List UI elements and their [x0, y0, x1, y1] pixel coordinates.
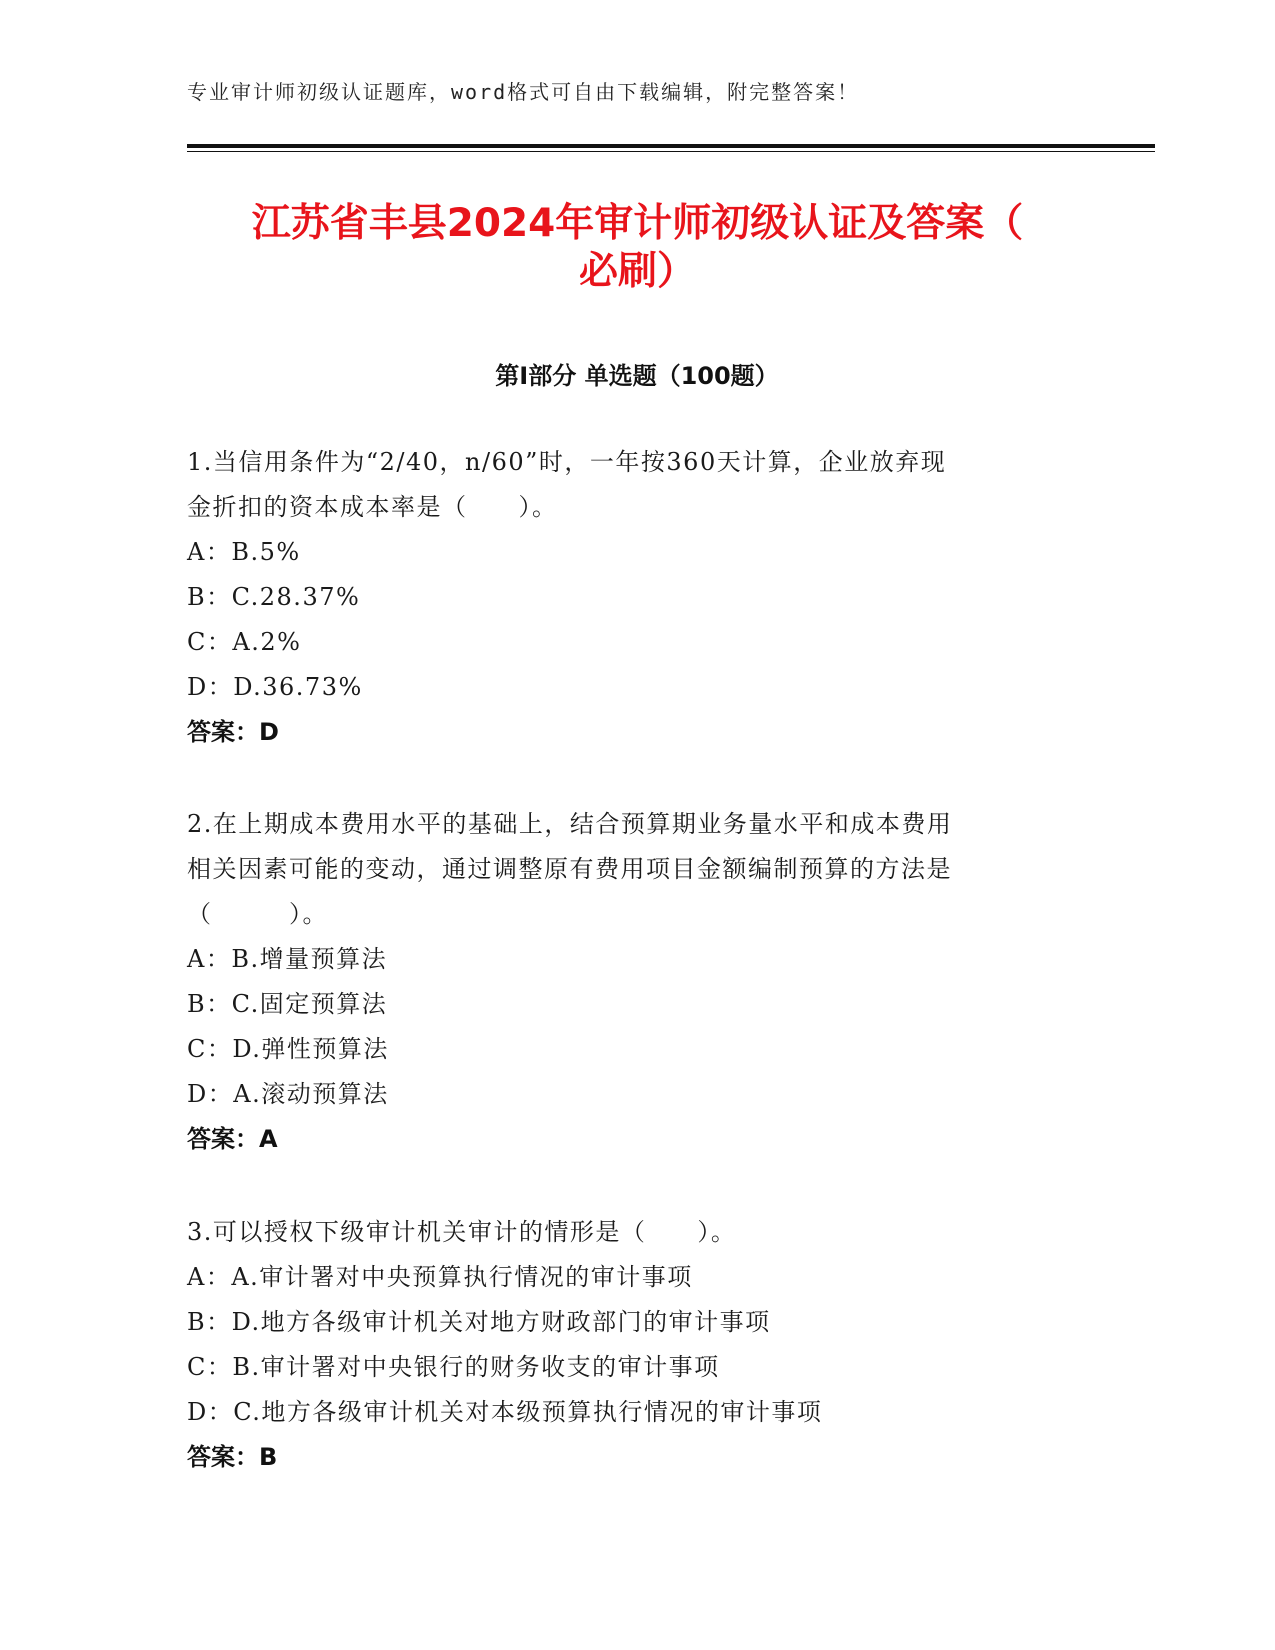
option-d: D：D.36.73%	[187, 673, 363, 701]
answer-label: 答案：B	[187, 1443, 278, 1471]
page-header-text: 专业审计师初级认证题库，word格式可自由下载编辑，附完整答案！	[187, 80, 860, 104]
option-c: C：B.审计署对中央银行的财务收支的审计事项	[187, 1353, 720, 1381]
question-2	[187, 802, 1067, 1162]
option-a: A：B.增量预算法	[187, 945, 388, 973]
option-d: D：C.地方各级审计机关对本级预算执行情况的审计事项	[187, 1398, 823, 1426]
question-3	[187, 1210, 1067, 1480]
question-stem-line: 2.在上期成本费用水平的基础上，结合预算期业务量水平和成本费用	[187, 810, 953, 838]
option-c: C：A.2%	[187, 628, 302, 656]
option-b: B：C.固定预算法	[187, 990, 388, 1018]
question-stem-line: 3.可以授权下级审计机关审计的情形是（ ）。	[187, 1218, 737, 1246]
header-divider-thick	[187, 144, 1155, 148]
option-a: A：B.5%	[187, 538, 301, 566]
document-title-line-1: 江苏省丰县2024年审计师初级认证及答案（	[251, 201, 1024, 246]
section-title: 第Ⅰ部分 单选题（100题）	[495, 362, 779, 390]
answer-label: 答案：A	[187, 1125, 278, 1153]
header-divider-thin	[187, 151, 1155, 152]
question-stem-line: 相关因素可能的变动，通过调整原有费用项目金额编制预算的方法是	[187, 855, 952, 883]
option-b: B：C.28.37%	[187, 583, 361, 611]
question-1	[187, 440, 1067, 755]
option-d: D：A.滚动预算法	[187, 1080, 389, 1108]
option-c: C：D.弹性预算法	[187, 1035, 389, 1063]
question-stem-line: 金折扣的资本成本率是（ ）。	[187, 493, 558, 521]
option-b: B：D.地方各级审计机关对地方财政部门的审计事项	[187, 1308, 771, 1336]
question-stem-line: （ ）。	[187, 900, 328, 928]
option-a: A：A.审计署对中央预算执行情况的审计事项	[187, 1263, 693, 1291]
document-title	[140, 200, 1135, 296]
question-stem-line: 1.当信用条件为“2/40，n/60”时，一年按360天计算，企业放弃现	[187, 448, 947, 476]
answer-label: 答案：D	[187, 718, 279, 746]
document-title-line-2: 必刷）	[578, 249, 696, 294]
